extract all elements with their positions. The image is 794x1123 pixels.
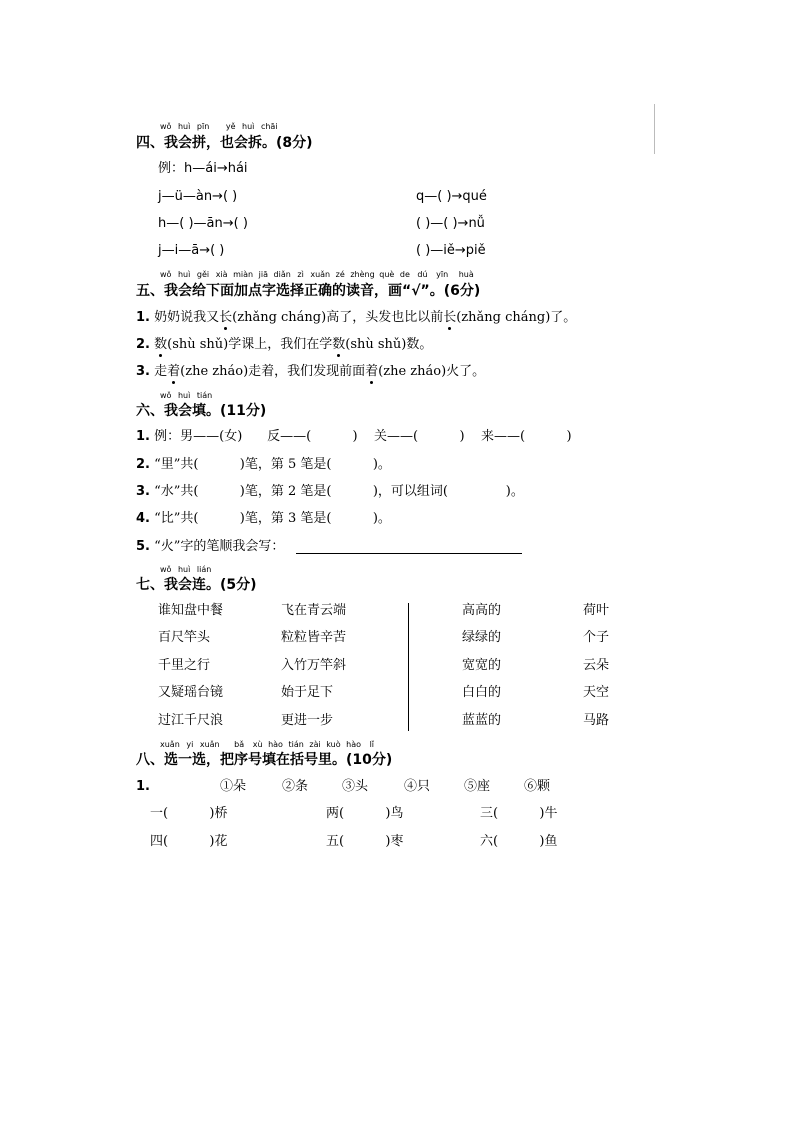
- item-number: 2.: [136, 457, 150, 472]
- pinyin: miàn: [233, 270, 254, 279]
- match-left-item[interactable]: 白白的: [462, 685, 502, 700]
- pinyin: zhèng: [350, 270, 375, 279]
- pinyin: kuò: [326, 740, 341, 749]
- section-8-pinyin: [160, 740, 374, 750]
- match-right-item[interactable]: 天空: [583, 685, 610, 700]
- pinyin: lián: [196, 565, 212, 574]
- match-right-item[interactable]: 粒粒皆辛苦: [281, 630, 347, 645]
- match-left-item[interactable]: 高高的: [462, 603, 502, 618]
- item-number: 5.: [136, 539, 150, 554]
- item-text: 奶奶说我又: [154, 310, 220, 325]
- pinyin: jiā: [258, 270, 268, 279]
- dotted-char: 长: [219, 310, 233, 325]
- section-6-title: 六、我会填。(11分): [136, 403, 267, 419]
- item-text: 例：男——(女) 反——( ) 关——( ) 来——( ): [154, 429, 572, 444]
- fill-blank-item[interactable]: 五( )枣: [326, 834, 404, 849]
- pinyin: tián: [288, 740, 304, 749]
- match-left-item[interactable]: 谁知盘中餐: [158, 603, 224, 618]
- page-edge-line: [654, 104, 655, 154]
- section-6-pinyin: [160, 391, 212, 401]
- pinyin: xuǎn: [199, 740, 220, 749]
- pinyin: yīn: [436, 270, 449, 279]
- answer-line[interactable]: [296, 553, 522, 554]
- section-6-item-1: [136, 428, 572, 446]
- section-7-pinyin: [160, 565, 211, 575]
- match-right-item[interactable]: 飞在青云端: [281, 603, 347, 618]
- pinyin: xuǎn: [160, 740, 180, 749]
- item-number: 1.: [136, 779, 150, 794]
- pinyin: zé: [335, 270, 345, 279]
- item-number: 2.: [136, 337, 150, 352]
- section-5-title: 五、我会给下面加点字选择正确的读音，画“√”。(6分): [136, 283, 481, 299]
- match-left-item[interactable]: 蓝蓝的: [462, 713, 502, 728]
- match-left-item[interactable]: 千里之行: [158, 658, 211, 673]
- dotted-char: 数: [332, 337, 346, 352]
- item-text: “比”共( )笔，第 3 笔是( )。: [154, 511, 391, 526]
- section-4-row2-right: ( )—( )→nǚ: [416, 216, 485, 231]
- section-4-example: 例：h—ái→hái: [158, 161, 248, 176]
- dotted-char: 长: [443, 310, 457, 325]
- pinyin: huì: [177, 270, 191, 279]
- pinyin: huì: [177, 565, 191, 574]
- dotted-char: 着: [365, 364, 379, 379]
- pinyin: wǒ: [160, 270, 172, 279]
- pinyin: lǐ: [369, 740, 375, 749]
- match-left-item[interactable]: 过江千尺浪: [158, 713, 224, 728]
- pinyin: hào: [346, 740, 362, 749]
- match-left-item[interactable]: 绿绿的: [462, 630, 502, 645]
- match-right-item[interactable]: 云朵: [583, 658, 610, 673]
- match-left-item[interactable]: 又疑瑶台镜: [158, 685, 224, 700]
- item-text: 走: [154, 364, 168, 379]
- match-right-item[interactable]: 入竹万竿斜: [281, 658, 347, 673]
- section-6-item-5: [136, 538, 284, 556]
- pinyin: wǒ: [160, 565, 172, 574]
- pinyin: wǒ: [160, 122, 172, 131]
- dotted-char: 着: [167, 364, 181, 379]
- section-4-row2-left: h—( )—ān→( ): [158, 216, 248, 231]
- fill-blank-item[interactable]: 三( )牛: [480, 806, 558, 821]
- option-label: ①朵: [220, 779, 247, 794]
- pinyin: pīn: [196, 122, 210, 131]
- fill-blank-item[interactable]: 一( )桥: [150, 806, 228, 821]
- match-right-item[interactable]: 更进一步: [281, 713, 334, 728]
- pinyin: tián: [196, 391, 213, 400]
- pinyin: chāi: [260, 122, 278, 131]
- item-text: (zhe zháo)走着，我们发现前面: [180, 364, 366, 379]
- match-left-item[interactable]: 宽宽的: [462, 658, 502, 673]
- pinyin: què: [379, 270, 395, 279]
- section-5-item-3: [136, 363, 485, 381]
- section-4-pinyin: [160, 122, 278, 132]
- item-text: (shù shǔ)学课上，我们在学: [167, 337, 333, 352]
- pinyin: zì: [297, 270, 304, 279]
- item-text: “里”共( )笔，第 5 笔是( )。: [154, 457, 391, 472]
- pinyin: zài: [309, 740, 321, 749]
- pinyin: huì: [177, 391, 191, 400]
- section-4-row1-left: j—ü—àn→( ): [158, 189, 238, 204]
- section-5-item-2: [136, 336, 432, 354]
- pinyin: huì: [242, 122, 255, 131]
- pinyin: huà: [458, 270, 474, 279]
- pinyin: xù: [252, 740, 263, 749]
- item-text: (zhe zháo)火了。: [378, 364, 486, 379]
- pinyin: huì: [177, 122, 191, 131]
- pinyin: dú: [417, 270, 428, 279]
- option-label: ⑤座: [464, 779, 491, 794]
- dotted-char: 数: [154, 337, 168, 352]
- fill-blank-item[interactable]: 两( )鸟: [326, 806, 404, 821]
- match-right-item[interactable]: 始于足下: [281, 685, 334, 700]
- fill-blank-item[interactable]: 六( )鱼: [480, 834, 558, 849]
- item-number: 3.: [136, 484, 150, 499]
- section-7-title: 七、我会连。(5分): [136, 577, 257, 593]
- section-4-row3-left: j—i—ā→( ): [158, 243, 225, 258]
- section-5-item-1: [136, 309, 576, 327]
- option-label: ④只: [404, 779, 431, 794]
- pinyin: wǒ: [160, 391, 172, 400]
- section-5-pinyin: [160, 270, 474, 280]
- pinyin: gěi: [196, 270, 210, 279]
- item-number: 3.: [136, 364, 150, 379]
- option-label: ③头: [342, 779, 369, 794]
- pinyin: bǎ: [234, 740, 245, 749]
- pinyin: diǎn: [273, 270, 291, 279]
- section-4-row1-right: q—( )→qué: [416, 189, 487, 204]
- pinyin: hào: [268, 740, 283, 749]
- divider: [408, 603, 409, 731]
- section-6-item-2: [136, 456, 391, 474]
- section-8-title: 八、选一选，把序号填在括号里。(10分): [136, 752, 393, 768]
- item-text: (zhǎng cháng)高了，头发也比以前: [232, 310, 444, 325]
- section-6-item-3: [136, 483, 524, 501]
- fill-blank-item[interactable]: 四( )花: [150, 834, 228, 849]
- item-text: (shù shǔ)数。: [345, 337, 433, 352]
- item-text: “水”共( )笔，第 2 笔是( )，可以组词( )。: [154, 484, 524, 499]
- item-text: (zhǎng cháng)了。: [456, 310, 577, 325]
- match-right-item[interactable]: 马路: [583, 713, 610, 728]
- pinyin: yi: [186, 740, 194, 749]
- match-right-item[interactable]: 个子: [583, 630, 610, 645]
- match-left-item[interactable]: 百尺竿头: [158, 630, 211, 645]
- section-6-item-4: [136, 510, 391, 528]
- section-4-title: 四、我会拼，也会拆。(8分): [136, 135, 313, 151]
- pinyin: yě: [225, 122, 236, 131]
- item-number: 1.: [136, 310, 150, 325]
- match-right-item[interactable]: 荷叶: [583, 603, 610, 618]
- option-label: ②条: [282, 779, 309, 794]
- item-text: “火”字的笔顺我会写：: [154, 539, 285, 554]
- pinyin: xuǎn: [310, 270, 331, 279]
- pinyin: de: [399, 270, 410, 279]
- pinyin: xià: [215, 270, 228, 279]
- item-number: 1.: [136, 429, 150, 444]
- section-4-row3-right: ( )—iě→piě: [416, 243, 486, 258]
- option-label: ⑥颗: [524, 779, 551, 794]
- item-number: 4.: [136, 511, 150, 526]
